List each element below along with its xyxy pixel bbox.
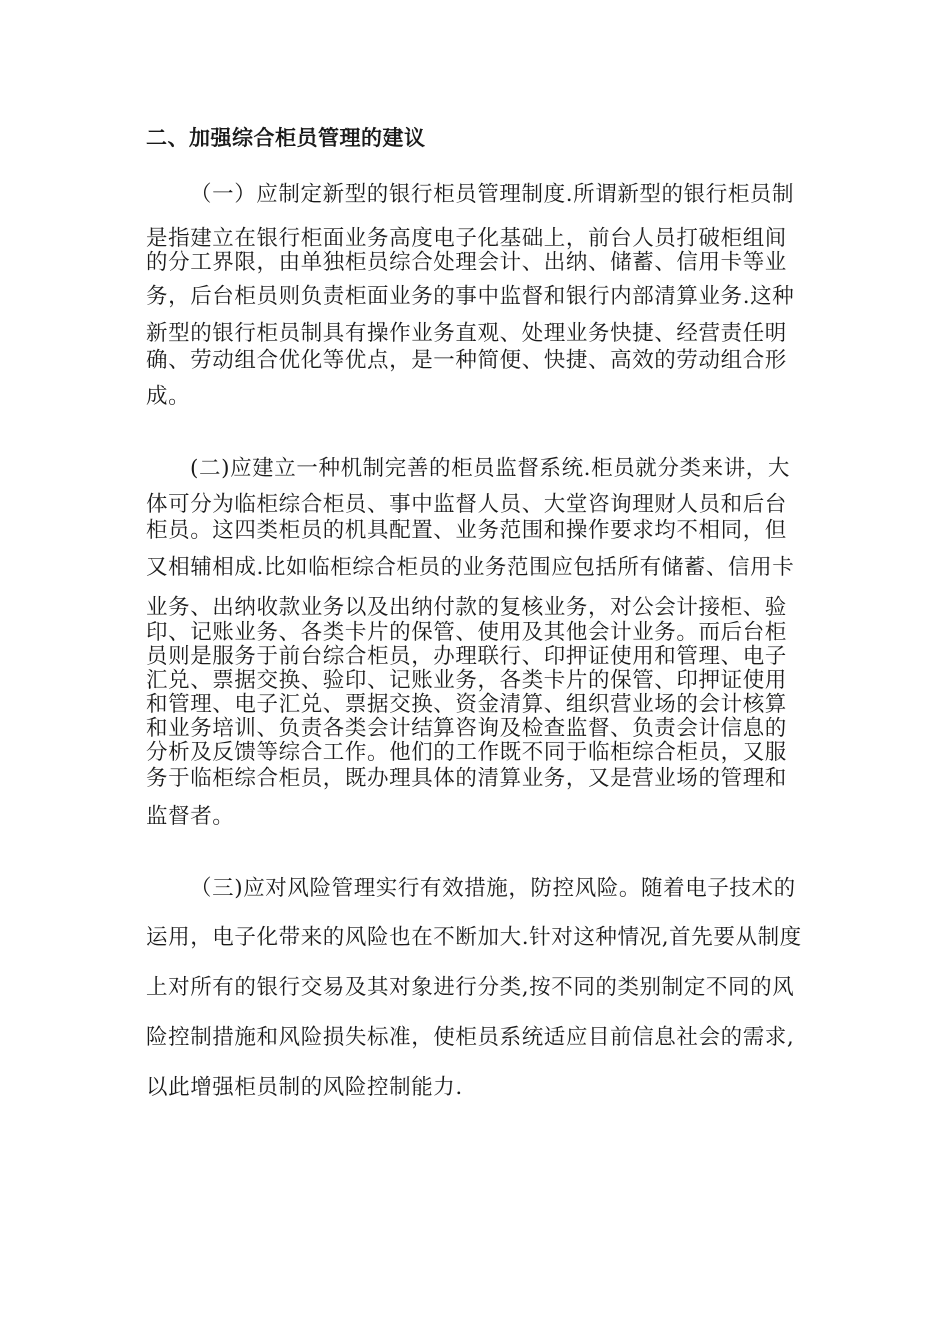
paragraph-line: 上对所有的银行交易及其对象进行分类,按不同的类别制定不同的风 bbox=[146, 975, 795, 1000]
paragraph-line: 险控制措施和风险损失标准，使柜员系统适应目前信息社会的需求, bbox=[146, 1025, 795, 1050]
paragraph-line: 新型的银行柜员制具有操作业务直观、处理业务快捷、经营责任明 bbox=[146, 321, 787, 346]
paragraph-line: 确、劳动组合优化等优点，是一种简便、快捷、高效的劳动组合形 bbox=[146, 348, 787, 373]
paragraph-line: 员则是服务于前台综合柜员，办理联行、印押证使用和管理、电子 bbox=[146, 644, 787, 669]
paragraph-line: 汇兑、票据交换、验印、记账业务，各类卡片的保管、印押证使用 bbox=[146, 668, 787, 693]
paragraph-line: 务，后台柜员则负责柜面业务的事中监督和银行内部清算业务.这种 bbox=[146, 284, 795, 309]
paragraph-line: 业务、出纳收款业务以及出纳付款的复核业务，对公会计接柜、验 bbox=[146, 595, 787, 620]
paragraph-line: （三)应对风险管理实行有效措施，防控风险。随着电子技术的 bbox=[190, 876, 796, 901]
paragraph-line: 监督者。 bbox=[146, 804, 235, 829]
paragraph-line: 体可分为临柜综合柜员、事中监督人员、大堂咨询理财人员和后台 bbox=[146, 492, 787, 517]
paragraph-line: 运用，电子化带来的风险也在不断加大.针对这种情况,首先要从制度 bbox=[146, 925, 802, 950]
paragraph-line: 的分工界限，由单独柜员综合处理会计、出纳、储蓄、信用卡等业 bbox=[146, 250, 787, 275]
paragraph-line: 务于临柜综合柜员，既办理具体的清算业务，又是营业场的管理和 bbox=[146, 766, 787, 791]
paragraph-line: 和业务培训、负责各类会计结算咨询及检查监督、负责会计信息的 bbox=[146, 716, 787, 741]
paragraph-line: (二)应建立一种机制完善的柜员监督系统.柜员就分类来讲，大 bbox=[190, 456, 791, 481]
paragraph-line: 柜员。这四类柜员的机具配置、业务范围和操作要求均不相同，但 bbox=[146, 518, 787, 543]
section-heading: 二、加强综合柜员管理的建议 bbox=[146, 126, 426, 150]
paragraph-line: 以此增强柜员制的风险控制能力. bbox=[146, 1075, 463, 1100]
paragraph-line: 和管理、电子汇兑、票据交换、资金清算、组织营业场的会计核算 bbox=[146, 692, 787, 717]
paragraph-line: 印、记账业务、各类卡片的保管、使用及其他会计业务。而后台柜 bbox=[146, 620, 787, 645]
paragraph-line: （一）应制定新型的银行柜员管理制度.所谓新型的银行柜员制 bbox=[190, 182, 795, 207]
paragraph-line: 又相辅相成.比如临柜综合柜员的业务范围应包括所有储蓄、信用卡 bbox=[146, 555, 795, 580]
paragraph-line: 成。 bbox=[146, 384, 191, 409]
paragraph-line: 分析及反馈等综合工作。他们的工作既不同于临柜综合柜员，又服 bbox=[146, 740, 787, 765]
paragraph-line: 是指建立在银行柜面业务高度电子化基础上，前台人员打破柜组间 bbox=[146, 226, 787, 251]
